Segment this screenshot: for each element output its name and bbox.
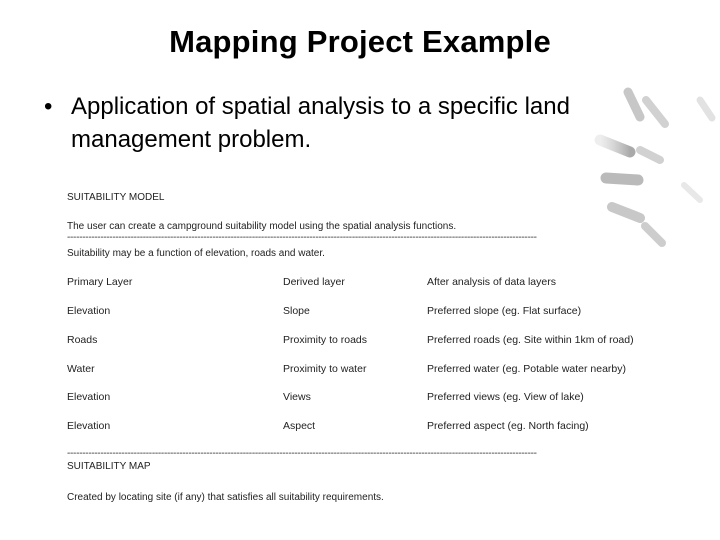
cell-primary: Elevation [67,305,111,317]
cell-primary: Elevation [67,391,111,403]
model-heading: SUITABILITY MODEL [67,192,165,203]
divider-bottom: ----------------------------------------------------------------------------------------------------------------------------------------------------------- [67,448,537,459]
cell-primary: Elevation [67,420,111,432]
table-header [67,276,667,290]
cell-analysis: Preferred water (eg. Potable water nearby) [427,363,627,375]
bullet-line-2: management problem. [71,126,312,153]
bullet-marker: • [44,93,53,120]
cell-analysis: Preferred aspect (eg. North facing) [427,420,589,432]
header-after-analysis: After analysis of data layers [427,276,556,288]
cell-analysis: Preferred views (eg. View of lake) [427,391,584,403]
map-description: Created by locating site (if any) that satisfies all suitability requirements. [67,492,384,503]
table-row [67,420,667,434]
cell-derived: Slope [283,305,310,317]
slide-title: Mapping Project Example [169,24,551,59]
table-row [67,391,667,405]
model-intro: The user can create a campground suitability model using the spatial analysis functions. [67,221,457,232]
map-heading: SUITABILITY MAP [67,461,151,472]
cell-analysis: Preferred slope (eg. Flat surface) [427,305,582,317]
table-row [67,334,667,348]
cell-derived: Proximity to roads [283,334,368,346]
bullet-line-1: Application of spatial analysis to a specific land [71,93,570,120]
header-derived-layer: Derived layer [283,276,345,288]
cell-derived: Views [283,391,311,403]
divider-top: ----------------------------------------------------------------------------------------------------------------------------------------------------------- [67,232,537,243]
function-note: Suitability may be a function of elevation, roads and water. [67,248,325,259]
cell-derived: Aspect [283,420,316,432]
cell-primary: Water [67,363,95,375]
cell-derived: Proximity to water [283,363,367,375]
cell-primary: Roads [67,334,98,346]
bullet-point [44,90,694,156]
cell-analysis: Preferred roads (eg. Site within 1km of road) [427,334,634,346]
header-primary-layer: Primary Layer [67,276,133,288]
table-row [67,363,667,377]
table-row [67,305,667,319]
